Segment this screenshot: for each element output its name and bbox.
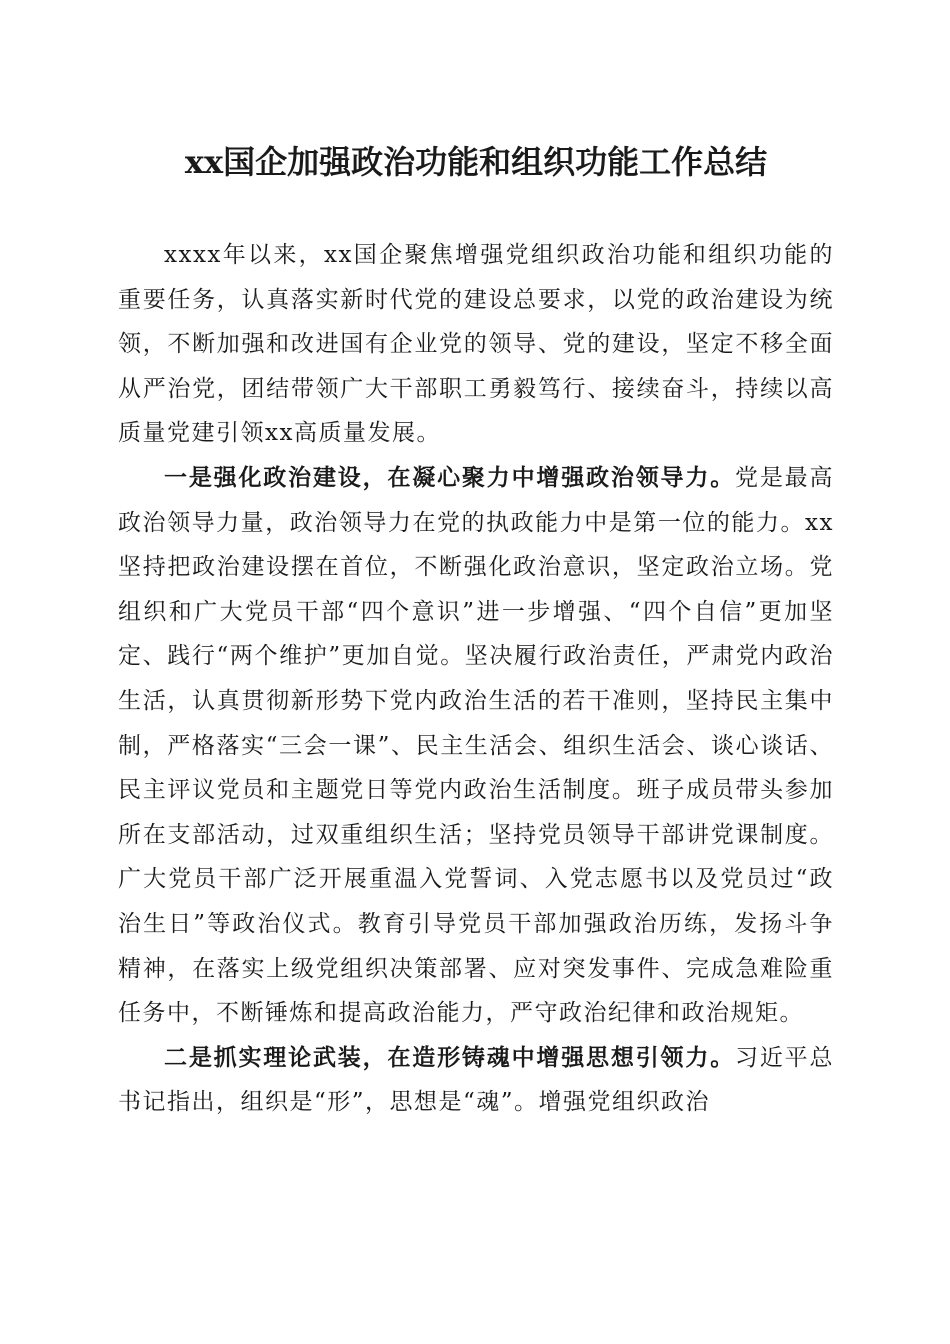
paragraph-text: xxxx年以来，xx国企聚焦增强党组织政治功能和组织功能的重要任务，认真落实新时代党的建设总要求，以党的政治建设为统领，不断加强和改进国有企业党的领导、党的建设，坚定不移全面从严治党，团结带领广大干部职工勇毅笃行、接续奋斗，持续以高质量党建引领xx高质量发展。	[118, 242, 834, 447]
document-page	[118, 0, 834, 1344]
paragraph-intro	[118, 233, 834, 456]
paragraph-political-building	[118, 456, 834, 1036]
paragraph-text: 习近平总书记指出，组织是“形”，思想是“魂”。增强党组织政治	[118, 1044, 835, 1116]
document-body	[118, 233, 834, 1125]
paragraph-lead: 二是抓实理论武装，在造形铸魂中增强思想引领力。	[164, 1043, 736, 1071]
document-title: xx国企加强政治功能和组织功能工作总结	[184, 143, 768, 181]
paragraph-lead: 一是强化政治建设，在凝心聚力中增强政治领导力。	[164, 463, 736, 491]
paragraph-text: 党是最高政治领导力量，政治领导力在党的执政能力中是第一位的能力。xx坚持把政治建设摆在首位，不断强化政治意识，坚定政治立场。党组织和广大党员干部“四个意识”进一步增强、“四个自信”更加坚定、践行“两个维护”更加自觉。坚决履行政治责任，严肃党内政治生活，认真贯彻新形势下党内政治生活的若干准则，坚持民主集中制，严格落实“三会一课”、民主生活会、组织生活会、谈心谈话、民主评议党员和主题党日等党内政治生活制度。班子成员带头参加所在支部活动，过双重组织生活；坚持党员领导干部讲党课制度。广大党员干部广泛开展重温入党誓词、入党志愿书以及党员过“政治生日”等政治仪式。教育引导党员干部加强政治历练，发扬斗争精神，在落实上级党组织决策部署、应对突发事件、完成急难险重任务中，不断锤炼和提高政治能力，严守政治纪律和政治规矩。	[118, 464, 835, 1027]
paragraph-theory-arming	[118, 1036, 834, 1125]
